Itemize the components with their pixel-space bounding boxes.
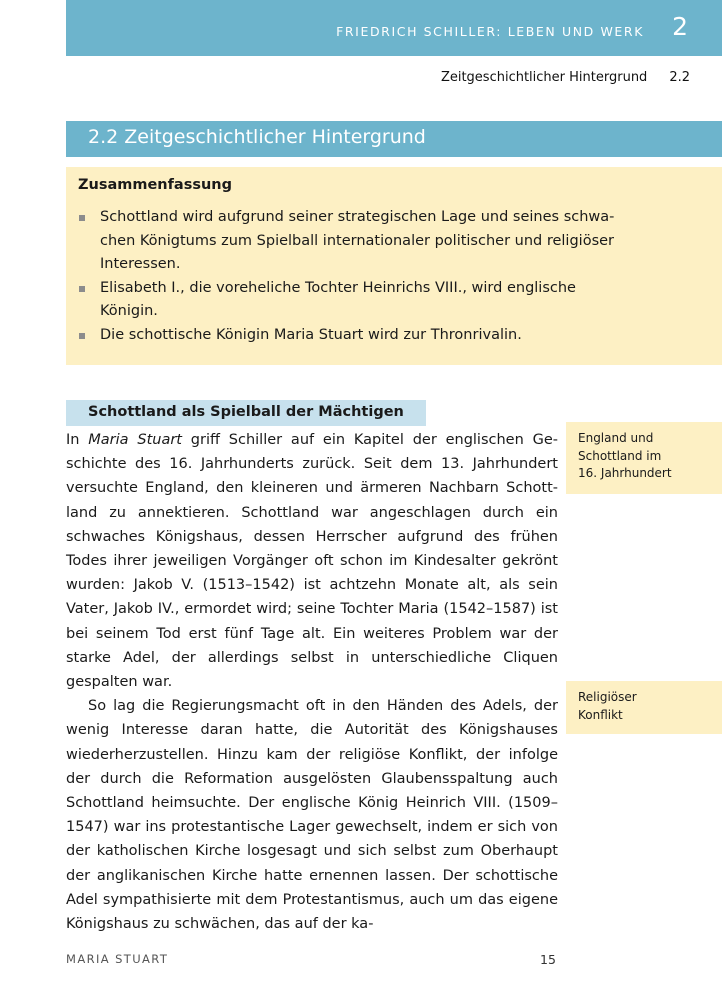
margin-note-line: England und: [578, 431, 654, 445]
running-number: 2.2: [669, 70, 690, 85]
margin-note-line: Religiöser: [578, 690, 637, 704]
summary-title: Zusammenfassung: [78, 177, 233, 193]
paragraph-2: So lag die Regierungsmacht oft in den Händen des Adels, der wenig Interesse daran hatte, die Autorität des Königshauses wiederherzustellen. Hinzu kam der religiöse Konflikt, der infolge der durch die Reformation ausgelösten Glaubensspaltung auch Schottland heimsuchte. Der englische König Heinrich VIII. (1509–1547) war ins protestantische Lager gewechselt, indem er sich von der katholischen Kirche losgesagt und sich selbst zum Oberhaupt der anglikanischen Kirche hatte ernennen lassen. Der schottische Adel sympathisierte mit dem Protestantismus, auch um das eigene Königshaus zu schwächen, das auf der ka-: [66, 698, 558, 933]
summary-item: [78, 277, 638, 324]
work-title: Maria Stuart: [88, 432, 182, 448]
section-title: 2.2 Zeitgeschichtlicher Hintergrund: [88, 126, 426, 148]
body-text: [66, 428, 558, 936]
summary-item-text: Die schottische Königin Maria Stuart wird zur Thronrivalin.: [100, 326, 522, 343]
footer-book-title: MARIA STUART: [66, 952, 169, 966]
square-bullet-icon: [79, 333, 85, 339]
chapter-banner: [66, 0, 722, 56]
margin-note-england: [566, 422, 722, 494]
summary-item-text: Elisabeth I., die voreheliche Tochter Heinrichs VIII., wird englische Königin.: [100, 279, 576, 319]
paragraph-1: [66, 428, 558, 694]
paragraph-1-start: In: [66, 432, 89, 448]
chapter-title: FRIEDRICH SCHILLER: LEBEN UND WERK: [336, 24, 644, 39]
margin-note-konflikt: [566, 681, 722, 734]
chapter-number: 2: [672, 12, 688, 41]
margin-note-line: Konflikt: [578, 707, 623, 722]
running-title: Zeitgeschichtlicher Hintergrund: [440, 70, 648, 85]
square-bullet-icon: [79, 286, 85, 292]
square-bullet-icon: [79, 215, 85, 221]
page-number: 15: [540, 952, 556, 967]
summary-box: [66, 167, 722, 365]
running-head: [441, 70, 690, 85]
summary-list: [78, 206, 638, 347]
paragraph-1-rest: griff Schiller auf ein Kapitel der englischen Geschichte des 16. Jahrhunderts zurück. Seit dem 13. Jahrhundert versuchte England, den kleineren und ärmeren Nachbarn Schottland zu annektieren. Schottland war angeschlagen durch ein schwaches Königshaus, dessen Herrscher aufgrund des frühen Todes ihrer jeweiligen Vorgänger oft schon im Kindesalter gekrönt wurden: Jakob V. (1513–1542) ist achtzehn Monate alt, als sein Vater, Jakob IV., ermordet wird; seine Tochter Maria (1542–1587) ist bei seinem Tod erst fünf Tage alt. Ein weiteres Problem war der starke Adel, der allerdings selbst in unterschiedliche Cliquen gespalten war.: [66, 432, 558, 691]
subsection-title: Schottland als Spielball der Mächtigen: [88, 404, 404, 420]
margin-note-line: 16. Jahrhundert: [578, 466, 672, 480]
summary-item: [78, 206, 638, 277]
section-heading: [66, 121, 722, 157]
summary-item: [78, 324, 638, 348]
margin-note-line: Schottland im: [578, 448, 662, 463]
subsection-heading: [66, 400, 426, 426]
summary-item-text: Schottland wird aufgrund seiner strategischen Lage und seines schwachen Königtums zum Spielball internationaler politischer und religiöser Interessen.: [100, 209, 615, 272]
